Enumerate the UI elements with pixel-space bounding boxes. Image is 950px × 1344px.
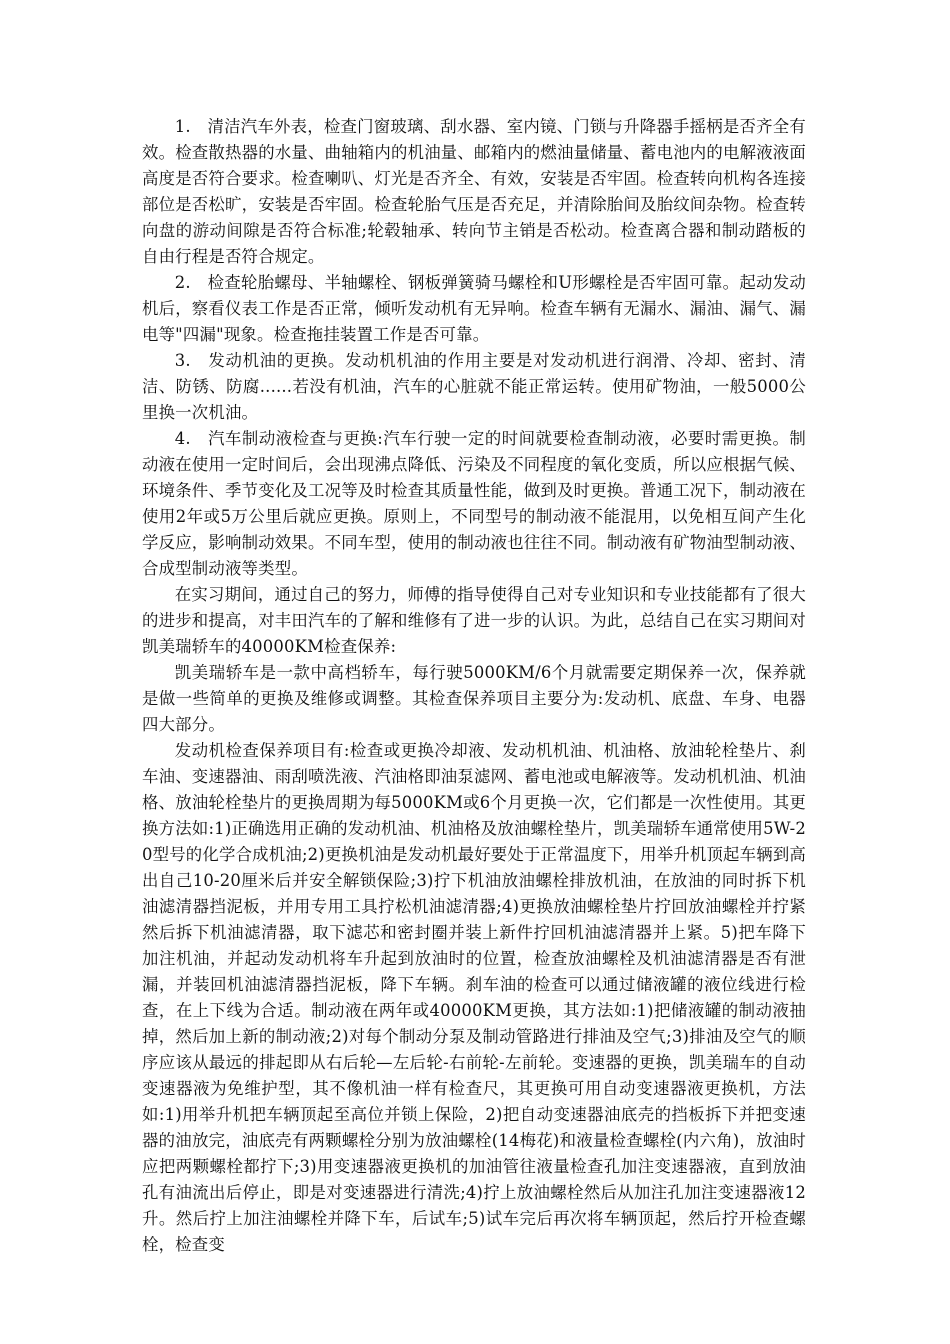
paragraph-7: 发动机检查保养项目有:检查或更换冷却液、发动机机油、机油格、放油轮栓垫片、刹车油、变速器油、雨刮喷洗液、汽油格即油泵滤网、蓄电池或电解液等。发动机机油、机油格、放油轮栓垫片的更换周期为每5000KM或6个月更换一次，它们都是一次性使用。其更换方法如:1)正确选用正确的发动机油、机油格及放油螺栓垫片，凯美瑞轿车通常使用5W-20型号的化学合成机油;2)更换机油是发动机最好要处于正常温度下，用举升机顶起车辆到高出自己10-20厘米后并安全解锁保险;3)拧下机油放油螺栓排放机油，在放油的同时拆下机油滤清器挡泥板，并用专用工具拧松机油滤清器;4)更换放油螺栓垫片拧回放油螺栓并拧紧然后拆下机油滤清器，取下滤芯和密封圈并装上新件拧回机油滤清器并上紧。5)把车降下加注机油，并起动发动机将车升起到放油时的位置，检查放油螺栓及机油滤清器是否有泄漏，并装回机油滤清器挡泥板，降下车辆。刹车油的检查可以通过储液罐的液位线进行检查，在上下线为合适。制动液在两年或40000KM更换，其方法如:1)把储液罐的制动液抽掉，然后加上新的制动液;2)对每个制动分泵及制动管路进行排油及空气;3)排油及空气的顺序应该从最远的排起即从右后轮—左后轮-右前轮-左前轮。变速器的更换，凯美瑞车的自动变速器液为免维护型，其不像机油一样有检查尺，其更换可用自动变速器液更换机，方法如:1)用举升机把车辆顶起至高位并锁上保险，2)把自动变速器油底壳的挡板拆下并把变速器的油放完，油底壳有两颗螺栓分别为放油螺栓(14梅花)和液量检查螺栓(内六角)，放油时应把两颗螺栓都拧下;3)用变速器液更换机的加油管往液量检查孔加注变速器液，直到放油孔有油流出后停止，即是对变速器进行清洗;4)拧上放油螺栓然后从加注孔加注变速器液12升。然后拧上加注油螺栓并降下车，后试车;5)试车完后再次将车辆顶起，然后拧开检查螺栓，检查变 bbox=[142, 741, 807, 1254]
document-body bbox=[142, 114, 806, 1258]
paragraph-5: 在实习期间，通过自己的努力，师傅的指导使得自己对专业知识和专业技能都有了很大的进步和提高，对丰田汽车的了解和维修有了进一步的认识。为此，总结自己在实习期间对凯美瑞轿车的40000KM检查保养: bbox=[142, 585, 806, 656]
paragraph-2: 2. 检查轮胎螺母、半轴螺栓、钢板弹簧骑马螺栓和U形螺栓是否牢固可靠。起动发动机后，察看仪表工作是否正常，倾听发动机有无异响。检查车辆有无漏水、漏油、漏气、漏电等"四漏"现象。检查拖挂装置工作是否可靠。 bbox=[142, 273, 806, 344]
paragraph-6: 凯美瑞轿车是一款中高档轿车，每行驶5000KM/6个月就需要定期保养一次，保养就是做一些简单的更换及维修或调整。其检查保养项目主要分为:发动机、底盘、车身、电器四大部分。 bbox=[142, 663, 806, 734]
paragraph-4: 4. 汽车制动液检查与更换:汽车行驶一定的时间就要检查制动液，必要时需更换。制动液在使用一定时间后，会出现沸点降低、污染及不同程度的氧化变质，所以应根据气候、环境条件、季节变化及工况等及时检查其质量性能，做到及时更换。普通工况下，制动液在使用2年或5万公里后就应更换。原则上，不同型号的制动液不能混用，以免相互间产生化学反应，影响制动效果。不同车型，使用的制动液也往往不同。制动液有矿物油型制动液、合成型制动液等类型。 bbox=[142, 429, 806, 578]
paragraph-1: 1. 清洁汽车外表，检查门窗玻璃、刮水器、室内镜、门锁与升降器手摇柄是否齐全有效。检查散热器的水量、曲轴箱内的机油量、邮箱内的燃油量储量、蓄电池内的电解液液面高度是否符合要求。检查喇叭、灯光是否齐全、有效，安装是否牢固。检查转向机构各连接部位是否松旷，安装是否牢固。检查轮胎气压是否充足，并清除胎间及胎纹间杂物。检查转向盘的游动间隙是否符合标准;轮毂轴承、转向节主销是否松动。检查离合器和制动踏板的自由行程是否符合规定。 bbox=[142, 117, 806, 266]
paragraph-3: 3. 发动机油的更换。发动机机油的作用主要是对发动机进行润滑、冷却、密封、清洁、防锈、防腐......若没有机油，汽车的心脏就不能正常运转。使用矿物油，一般5000公里换一次机油。 bbox=[142, 351, 806, 422]
